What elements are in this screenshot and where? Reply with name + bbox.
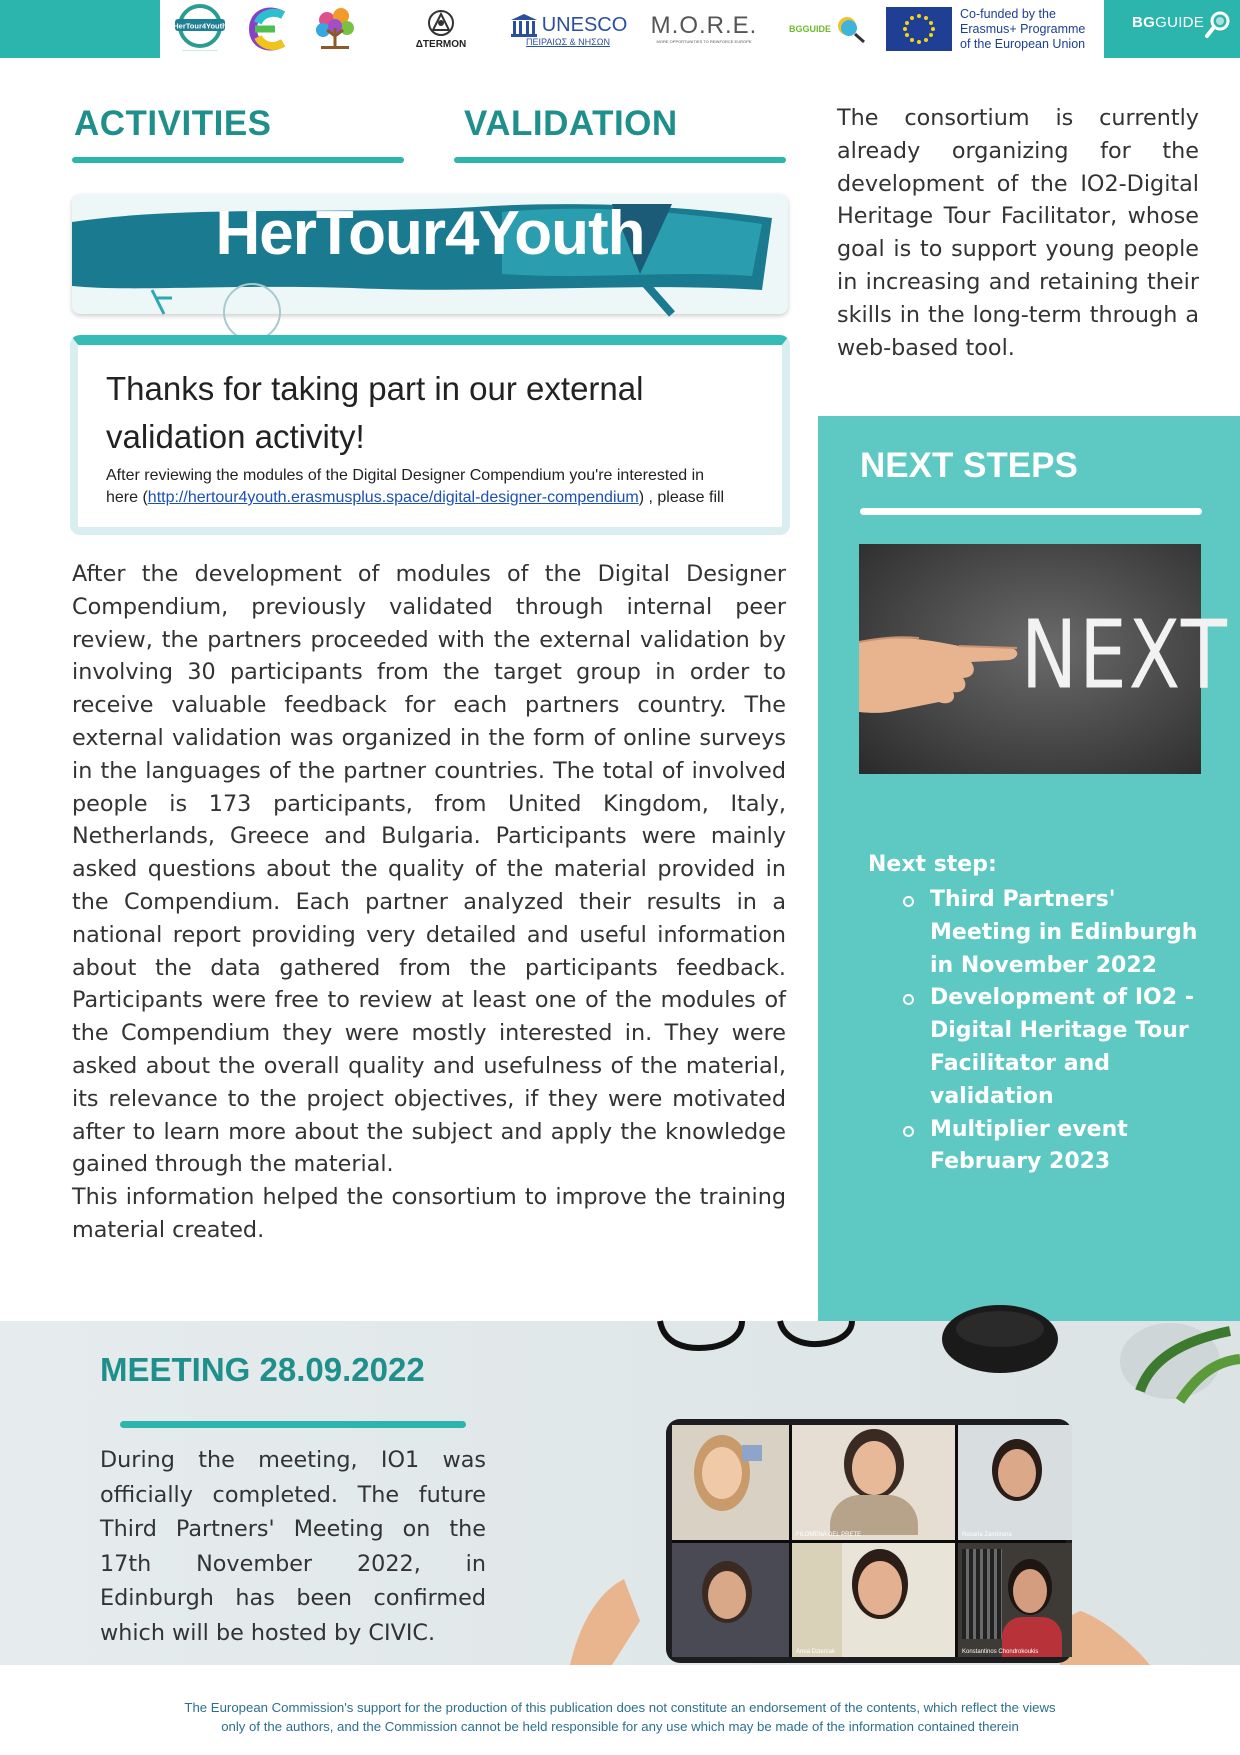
validation-paragraph-conclusion: This information helped the consortium to improve the training material created. [72, 1184, 786, 1243]
eu-text-line-3: of the European Union [960, 36, 1086, 51]
survey-card [70, 335, 790, 535]
bullet-icon [903, 994, 914, 1005]
header-teal-bar-left [0, 0, 160, 58]
participant-tile [672, 1425, 789, 1540]
next-step-label: Next step: [868, 852, 997, 877]
svg-text:NEXT: NEXT [1020, 601, 1229, 711]
eu-text-line-1: Co-funded by the [960, 6, 1056, 21]
validation-survey-screenshot [66, 190, 794, 520]
next-steps-heading: NEXT STEPS [860, 446, 1078, 485]
validation-rule [454, 157, 786, 163]
bgguide-logo: BGGUIDE [788, 4, 868, 54]
eu-flag-icon [886, 7, 952, 51]
next-step-item: Development of IO2 - Digital Heritage Tour Facilitator and validation [900, 982, 1210, 1113]
participant-tile: Konstantinos Chondrokoukis [958, 1543, 1072, 1658]
participant-tile: FILOMENA DEL PRETE [792, 1425, 955, 1540]
atermon-logo: ΔTERMON [406, 4, 476, 54]
survey-instruction-line-2: here (http://hertour4youth.erasmusplus.space/digital-designer-compendium) , please fill [106, 489, 725, 506]
hertour4youth-brand: HerTour4Youth [215, 199, 645, 268]
eu-disclaimer-footer [90, 1698, 1150, 1736]
footer-line-2: only of the authors, and the Commission cannot be held responsible for any use which may be made of the information contained therein [221, 1719, 1019, 1734]
bullet-icon [903, 896, 914, 907]
next-step-item: Multiplier event February 2023 [900, 1114, 1210, 1180]
survey-title: Thanks for taking part in our external validation activity! [106, 370, 644, 455]
tablet-video-call [666, 1419, 1072, 1663]
partner-logos-bar [160, 0, 1104, 58]
eu-text-line-2: Erasmus+ Programme [960, 21, 1086, 36]
validation-paragraph [72, 558, 786, 1247]
e-logo [248, 4, 288, 54]
meeting-heading: MEETING 28.09.2022 [100, 1351, 425, 1388]
activities-rule [72, 157, 404, 163]
more-logo: M.O.R.E. MORE OPPORTUNITIES TO REINFORCE EUROPE [650, 12, 758, 44]
hertour4youth-banner [72, 194, 788, 314]
magnifier-icon [1204, 10, 1232, 40]
next-steps-list [900, 884, 1210, 1179]
next-steps-rule [860, 508, 1202, 515]
footer-line-1: The European Commission's support for the production of this publication does not constitute an endorsement of the contents, which reflect the views [184, 1700, 1056, 1715]
header-teal-bar-right [1104, 0, 1240, 58]
eu-erasmus-logo [886, 4, 1096, 54]
svg-text:~~~~~~~~~~~~~~~: ~~~~~~~~~~~~~~~ [182, 48, 218, 53]
compendium-link[interactable]: http://hertour4youth.erasmusplus.space/digital-designer-compendium [147, 489, 639, 506]
survey-instruction: After reviewing the modules of the Digital Designer Compendium you're interested in [106, 467, 705, 484]
validation-heading: VALIDATION [464, 104, 678, 143]
next-step-item: Third Partners' Meeting in Edinburgh in November 2022 [900, 884, 1210, 982]
svg-text:HerTour4Youth: HerTour4Youth [173, 21, 227, 31]
next-steps-panel [818, 416, 1240, 1321]
meeting-rule [120, 1421, 466, 1428]
meeting-section [0, 1321, 1240, 1665]
hertour4youth-logo [168, 4, 232, 54]
next-chalkboard-image [859, 544, 1229, 774]
bgguide-brand-text: BGGUIDE [1132, 14, 1205, 31]
consortium-paragraph: The consortium is currently already organizing for the development of the IO2-Digital Heritage Tour Facilitator, whose goal is to support young people in increasing and retaining their skills in the long-term through a web-based tool. [837, 105, 1199, 361]
video-call-grid [672, 1425, 1066, 1657]
meeting-paragraph: During the meeting, IO1 was officially completed. The future Third Partners' Meeting on the 17th November 2022, in Edinburgh has been confirmed which will be hosted by CIVIC. [100, 1447, 486, 1646]
validation-paragraph-text: After the development of modules of the Digital Designer Compendium, previously validated through internal peer review, the partners proceeded with the external validation by involving 30 participants from the target group in order to receive valuable feedback for each partners country. The external validation was organized in the form of online surveys in the languages of the partner countries. The total of involved people is 173 participants, from United Kingdom, Italy, Netherlands, Greece and Bulgaria. Participants were mainly asked questions about the quality of the material provided in the Compendium. Each partner analyzed their results in a national report providing very detailed and useful information about the data gathered from the participants feedback. Participants were free to review at least one of the modules of the Compendium they were mostly interested in. They were asked about the overall quality and usefulness of the material, its relevance to the project objectives, if they were motivated after to learn more about the subject and apply the knowledge gained through the material. [72, 561, 786, 1178]
bullet-icon [903, 1126, 914, 1137]
unesco-logo: UNESCO ΠΕΙΡΑΙΩΣ & ΝΗΣΩΝ [518, 4, 618, 54]
activities-heading: ACTIVITIES [74, 104, 272, 143]
participant-tile [672, 1543, 789, 1658]
participant-tile: Anna Dzierzak [792, 1543, 955, 1658]
tree-logo [310, 4, 360, 54]
participant-tile: Rosaria Zambrana [958, 1425, 1072, 1540]
